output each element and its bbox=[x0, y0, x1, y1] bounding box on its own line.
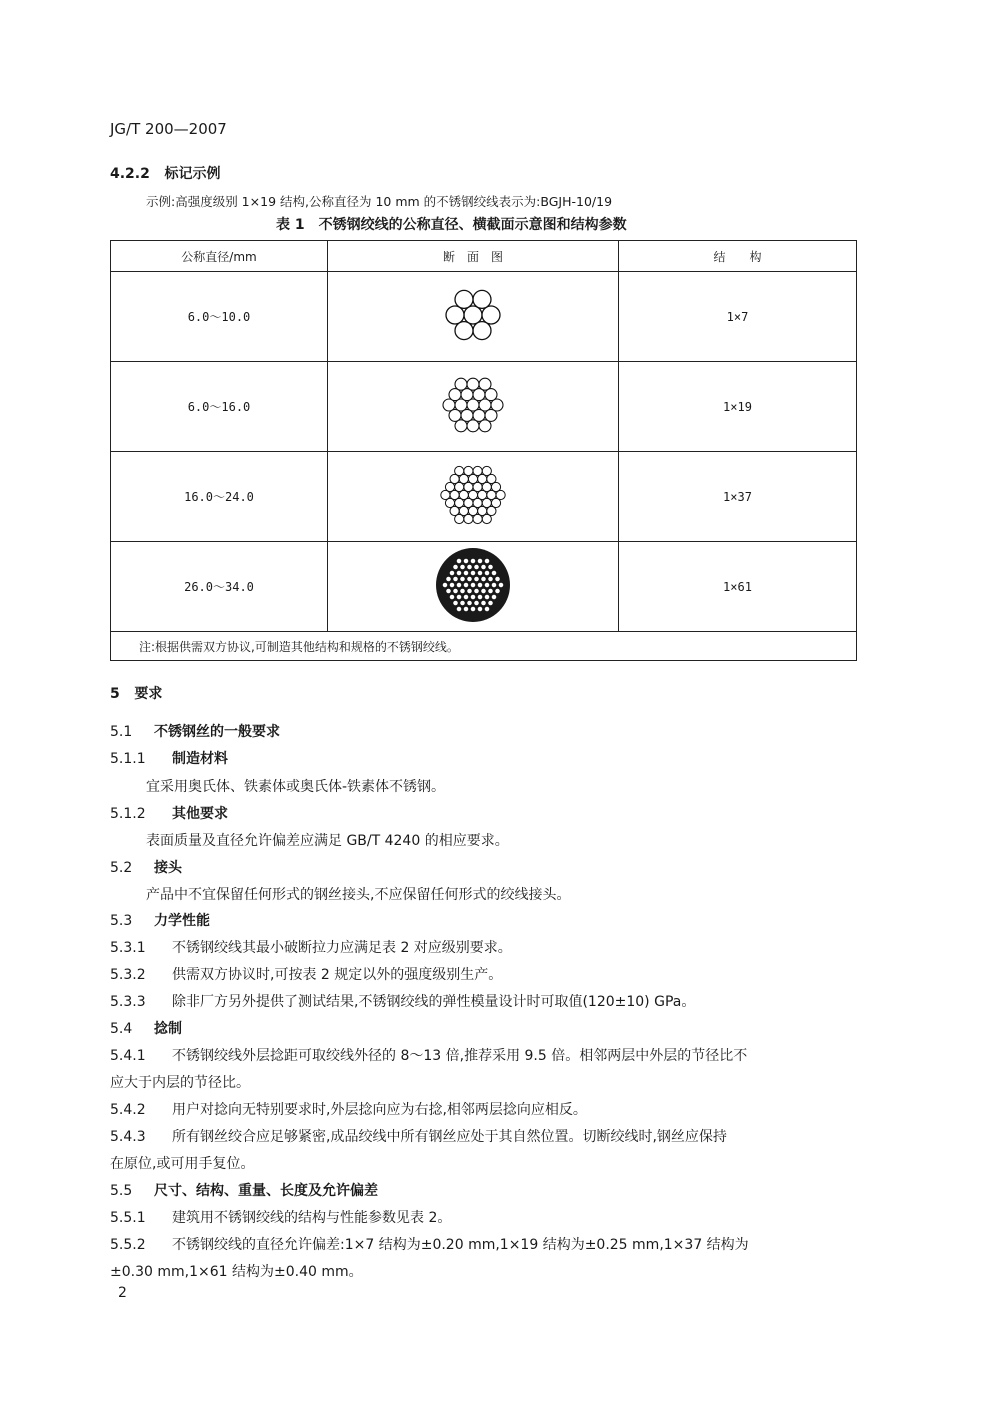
table-header-row bbox=[111, 241, 857, 272]
standard-number: JG/T 200—2007 bbox=[110, 120, 227, 138]
cross-section-cell bbox=[328, 542, 619, 632]
section-4-2-2-heading bbox=[110, 163, 221, 183]
header-cross-section: 断 面 图 bbox=[328, 241, 619, 272]
cross-section-cell bbox=[328, 452, 619, 542]
section-number: 5.1 bbox=[110, 724, 133, 740]
marking-example: 示例:高强度级别 1×19 结构,公称直径为 10 mm 的不锈钢绞线表示为:BGJH-10/19 bbox=[146, 194, 613, 209]
section-5-3-1 bbox=[110, 937, 512, 957]
section-text: 除非厂方另外提供了测试结果,不锈钢绞线的弹性模量设计时可取值(120±10) GPa。 bbox=[172, 994, 696, 1010]
section-text: 供需双方协议时,可按表 2 规定以外的强度级别生产。 bbox=[172, 967, 503, 983]
section-5-5-2 bbox=[110, 1234, 749, 1254]
section-text: 不锈钢绞线的直径允许偏差:1×7 结构为±0.20 mm,1×19 结构为±0.25 mm,1×37 结构为 bbox=[172, 1237, 749, 1253]
section-number: 5.4.2 bbox=[110, 1102, 146, 1118]
section-5-4-1-cont: 应大于内层的节径比。 bbox=[110, 1075, 250, 1091]
table-note: 注:根据供需双方协议,可制造其他结构和规格的不锈钢绞线。 bbox=[111, 632, 857, 661]
diameter-cell: 16.0～24.0 bbox=[111, 452, 328, 542]
section-5-1-heading bbox=[110, 721, 280, 741]
section-5-3-3 bbox=[110, 991, 695, 1011]
section-number: 5.5.1 bbox=[110, 1210, 146, 1226]
section-title: 标记示例 bbox=[164, 166, 221, 182]
structure-table bbox=[110, 240, 857, 661]
section-number: 5 bbox=[110, 686, 120, 702]
section-title: 要求 bbox=[134, 686, 163, 702]
section-title: 不锈钢丝的一般要求 bbox=[154, 724, 280, 740]
section-number: 5.4.3 bbox=[110, 1129, 146, 1145]
section-5-1-2-heading bbox=[110, 803, 228, 823]
section-title: 其他要求 bbox=[172, 806, 228, 822]
table-caption: 表 1 不锈钢绞线的公称直径、横截面示意图和结构参数 bbox=[276, 217, 627, 233]
diameter-cell: 26.0～34.0 bbox=[111, 542, 328, 632]
section-5-1-2-text: 表面质量及直径允许偏差应满足 GB/T 4240 的相应要求。 bbox=[146, 833, 509, 849]
section-title: 接头 bbox=[154, 860, 182, 876]
section-5-1-1-text: 宜采用奥氏体、铁素体或奥氏体-铁素体不锈钢。 bbox=[146, 779, 446, 795]
table-row bbox=[111, 452, 857, 542]
section-title: 制造材料 bbox=[172, 751, 228, 767]
section-number: 5.1.1 bbox=[110, 751, 146, 767]
diameter-cell: 6.0～10.0 bbox=[111, 272, 328, 362]
structure-cell: 1×61 bbox=[619, 542, 857, 632]
section-5-2-heading bbox=[110, 857, 182, 877]
section-number: 5.3 bbox=[110, 913, 133, 929]
cross-section-cell bbox=[328, 362, 619, 452]
section-number: 4.2.2 bbox=[110, 166, 150, 182]
section-5-4-3-cont: 在原位,或可用手复位。 bbox=[110, 1156, 255, 1172]
section-5-3-2 bbox=[110, 964, 502, 984]
section-number: 5.3.3 bbox=[110, 994, 146, 1010]
strand-1x19-icon bbox=[437, 369, 509, 441]
section-text: 用户对捻向无特别要求时,外层捻向应为右捻,相邻两层捻向应相反。 bbox=[172, 1102, 587, 1118]
section-title: 力学性能 bbox=[154, 913, 210, 929]
section-5-4-2 bbox=[110, 1099, 587, 1119]
section-number: 5.5.2 bbox=[110, 1237, 146, 1253]
section-number: 5.4 bbox=[110, 1021, 133, 1037]
section-5-4-heading bbox=[110, 1018, 182, 1038]
section-5-heading bbox=[110, 683, 162, 703]
section-text: 不锈钢绞线外层捻距可取绞线外径的 8～13 倍,推荐采用 9.5 倍。相邻两层中外层的节径比不 bbox=[172, 1048, 748, 1064]
section-title: 尺寸、结构、重量、长度及允许偏差 bbox=[154, 1183, 378, 1199]
section-title: 捻制 bbox=[154, 1021, 182, 1037]
section-number: 5.3.2 bbox=[110, 967, 146, 983]
header-structure: 结 构 bbox=[619, 241, 857, 272]
section-text: 建筑用不锈钢绞线的结构与性能参数见表 2。 bbox=[172, 1210, 452, 1226]
section-5-4-1 bbox=[110, 1045, 747, 1065]
structure-cell: 1×7 bbox=[619, 272, 857, 362]
table-note-row bbox=[111, 632, 857, 661]
strand-1x7-icon bbox=[438, 280, 508, 350]
cross-section-cell bbox=[328, 272, 619, 362]
section-5-4-3 bbox=[110, 1126, 727, 1146]
diameter-cell: 6.0～16.0 bbox=[111, 362, 328, 452]
strand-1x37-icon bbox=[435, 457, 511, 533]
structure-cell: 1×19 bbox=[619, 362, 857, 452]
section-number: 5.3.1 bbox=[110, 940, 146, 956]
section-number: 5.4.1 bbox=[110, 1048, 146, 1064]
header-diameter: 公称直径/mm bbox=[111, 241, 328, 272]
section-5-5-heading bbox=[110, 1180, 378, 1200]
section-5-2-text: 产品中不宜保留任何形式的钢丝接头,不应保留任何形式的绞线接头。 bbox=[146, 887, 571, 903]
section-text: 所有钢丝绞合应足够紧密,成品绞线中所有钢丝应处于其自然位置。切断绞线时,钢丝应保持 bbox=[172, 1129, 727, 1145]
section-5-5-1 bbox=[110, 1207, 451, 1227]
structure-cell: 1×37 bbox=[619, 452, 857, 542]
page-number: 2 bbox=[118, 1285, 127, 1301]
table-row bbox=[111, 542, 857, 632]
section-number: 5.2 bbox=[110, 860, 133, 876]
strand-1x61-icon bbox=[433, 545, 513, 625]
section-text: 不锈钢绞线其最小破断拉力应满足表 2 对应级别要求。 bbox=[172, 940, 512, 956]
section-5-3-heading bbox=[110, 910, 210, 930]
section-number: 5.5 bbox=[110, 1183, 133, 1199]
table-row bbox=[111, 272, 857, 362]
table-row bbox=[111, 362, 857, 452]
section-5-5-2-cont: ±0.30 mm,1×61 结构为±0.40 mm。 bbox=[110, 1264, 363, 1280]
section-number: 5.1.2 bbox=[110, 806, 146, 822]
section-5-1-1-heading bbox=[110, 748, 228, 768]
